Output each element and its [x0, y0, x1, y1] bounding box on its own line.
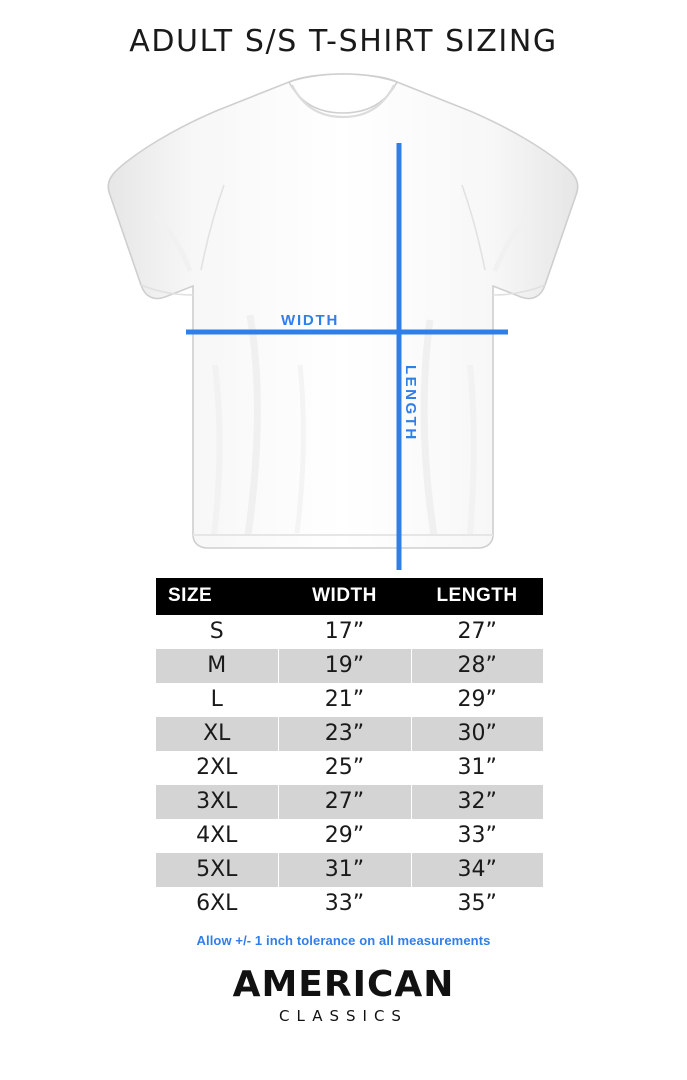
width-guide-label: WIDTH [281, 312, 340, 329]
cell-length: 27” [411, 615, 543, 649]
column-header-length: LENGTH [411, 578, 543, 615]
cell-size: 4XL [156, 819, 278, 853]
cell-width: 27” [278, 785, 411, 819]
cell-length: 35” [411, 887, 543, 921]
cell-length: 28” [411, 649, 543, 683]
cell-length: 30” [411, 717, 543, 751]
table-row [156, 683, 543, 717]
table-row [156, 649, 543, 683]
cell-width: 29” [278, 819, 411, 853]
tshirt-illustration [0, 65, 687, 570]
cell-size: M [156, 649, 278, 683]
cell-width: 33” [278, 887, 411, 921]
size-table-body [156, 615, 543, 921]
table-row [156, 887, 543, 921]
brand-footer [0, 964, 687, 1025]
table-row [156, 615, 543, 649]
cell-length: 34” [411, 853, 543, 887]
cell-size: S [156, 615, 278, 649]
brand-name: AMERICAN [232, 964, 455, 1005]
table-row [156, 751, 543, 785]
table-row [156, 785, 543, 819]
cell-width: 23” [278, 717, 411, 751]
column-header-width: WIDTH [278, 578, 411, 615]
cell-width: 17” [278, 615, 411, 649]
table-row [156, 717, 543, 751]
brand-subtitle: CLASSICS [279, 1007, 408, 1025]
cell-width: 19” [278, 649, 411, 683]
cell-length: 29” [411, 683, 543, 717]
shirt-diagram [0, 65, 687, 570]
cell-size: L [156, 683, 278, 717]
length-guide-label: LENGTH [402, 365, 419, 442]
tolerance-note: Allow +/- 1 inch tolerance on all measurements [196, 933, 491, 948]
size-table-header [156, 578, 543, 615]
size-table [156, 578, 543, 921]
cell-size: 6XL [156, 887, 278, 921]
cell-width: 25” [278, 751, 411, 785]
size-table-wrapper [156, 578, 531, 921]
cell-length: 31” [411, 751, 543, 785]
cell-size: 3XL [156, 785, 278, 819]
cell-width: 31” [278, 853, 411, 887]
cell-length: 32” [411, 785, 543, 819]
cell-size: 2XL [156, 751, 278, 785]
table-header-row [156, 578, 543, 615]
table-row [156, 819, 543, 853]
cell-size: XL [156, 717, 278, 751]
table-row [156, 853, 543, 887]
page-title: ADULT S/S T-SHIRT SIZING [129, 24, 558, 59]
column-header-size: SIZE [156, 578, 278, 615]
cell-size: 5XL [156, 853, 278, 887]
cell-length: 33” [411, 819, 543, 853]
cell-width: 21” [278, 683, 411, 717]
